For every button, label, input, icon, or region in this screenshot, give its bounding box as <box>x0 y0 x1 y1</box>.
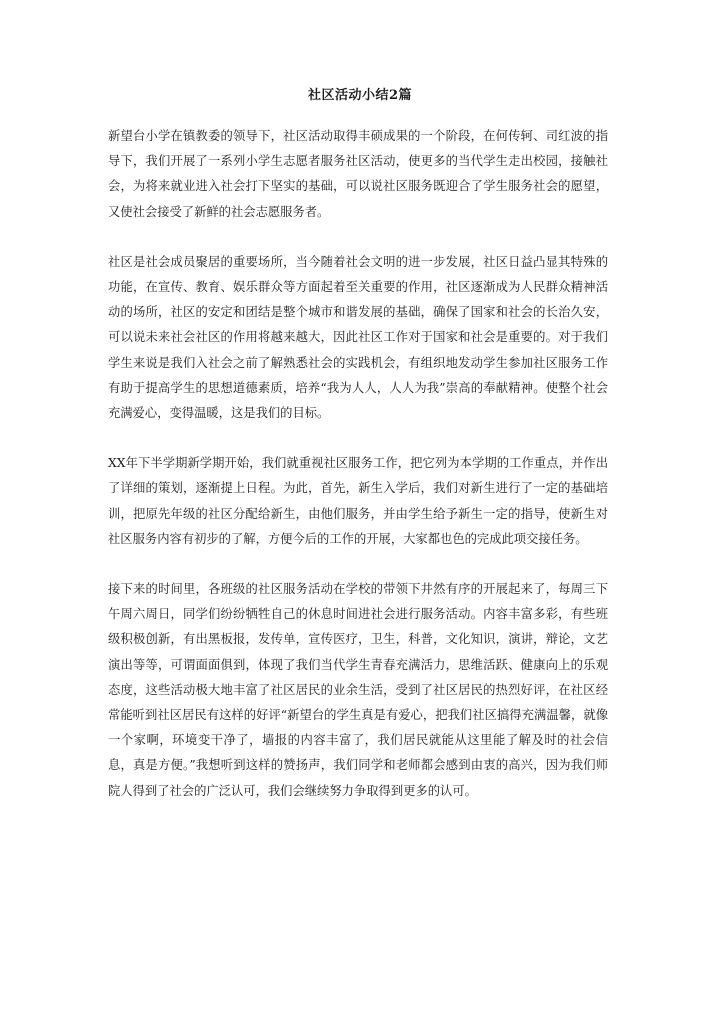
paragraph-spacer <box>108 225 608 250</box>
document-title: 社区活动小结2篇 <box>307 88 413 103</box>
paragraph-2: 社区是社会成员聚居的重要场所，当今随着社会文明的进一步发展，社区日益凸显其特殊的功能，在宣传、教育、娱乐群众等方面起着至关重要的作用，社区逐渐成为人民群众精神活动的场所，社区的安定和团结是整个城市和谐发展的基础，确保了国家和社会的长治久安，可以说未来社会社区的作用将越来越大，因此社区工作对于国家和社会是重要的。对于我们学生来说是我们入社会之前了解熟悉社会的实践机会，有组织地发动学生参加社区服务工作有助于提高学生的思想道德素质，培养“我为人人，人人为我”崇高的奉献精神。使整个社会充满爱心，变得温暖，这是我们的目标。 <box>108 254 608 421</box>
paragraph-1: 新望台小学在镇教委的领导下，社区活动取得丰硕成果的一个阶段，在何传轲、司红波的指导下，我们开展了一系列小学生志愿者服务社区活动，使更多的当代学生走出校园，接触社会，为将来就业进入社会打下坚实的基础，可以说社区服务既迎合了学生服务社会的愿望，又使社会接受了新鲜的社会志愿服务者。 <box>108 129 608 219</box>
document-body <box>108 124 608 804</box>
paragraph-3: XX年下半学期新学期开始，我们就重视社区服务工作，把它列为本学期的工作重点，并作出了详细的策划，逐渐提上日程。为此，首先，新生入学后，我们对新生进行了一定的基础培训，把原先年级的社区分配给新生，由他们服务，并由学生给予新生一定的指导，使新生对社区服务内容有初步的了解，方便今后的工作的开展，大家都也色的完成此项交接任务。 <box>108 456 608 546</box>
paragraph-spacer <box>108 552 608 577</box>
paragraph-4: 接下来的时间里，各班级的社区服务活动在学校的带领下井然有序的开展起来了，每周三下午周六周日，同学们纷纷牺牲自己的休息时间进社会进行服务活动。内容丰富多彩，有些班级积极创新，有出黑板报，发传单，宣传医疗，卫生，科普，文化知识，演讲，辩论，文艺演出等等，可谓面面俱到，体现了我们当代学生青春充满活力，思维活跃、健康向上的乐观态度，这些活动极大地丰富了社区居民的业余生活，受到了社区居民的热烈好评，在社区经常能听到社区居民有这样的好评“新望台的学生真是有爱心，把我们社区搞得充满温馨，就像一个家啊，环境变干净了，墙报的内容丰富了，我们居民就能从这里能了解及时的社会信息，真是方便。”我想听到这样的赞扬声，我们同学和老师都会感到由衷的高兴，因为我们师院人得到了社会的广泛认可，我们会继续努力争取得到更多的认可。 <box>108 582 608 798</box>
paragraph-spacer <box>108 426 608 451</box>
